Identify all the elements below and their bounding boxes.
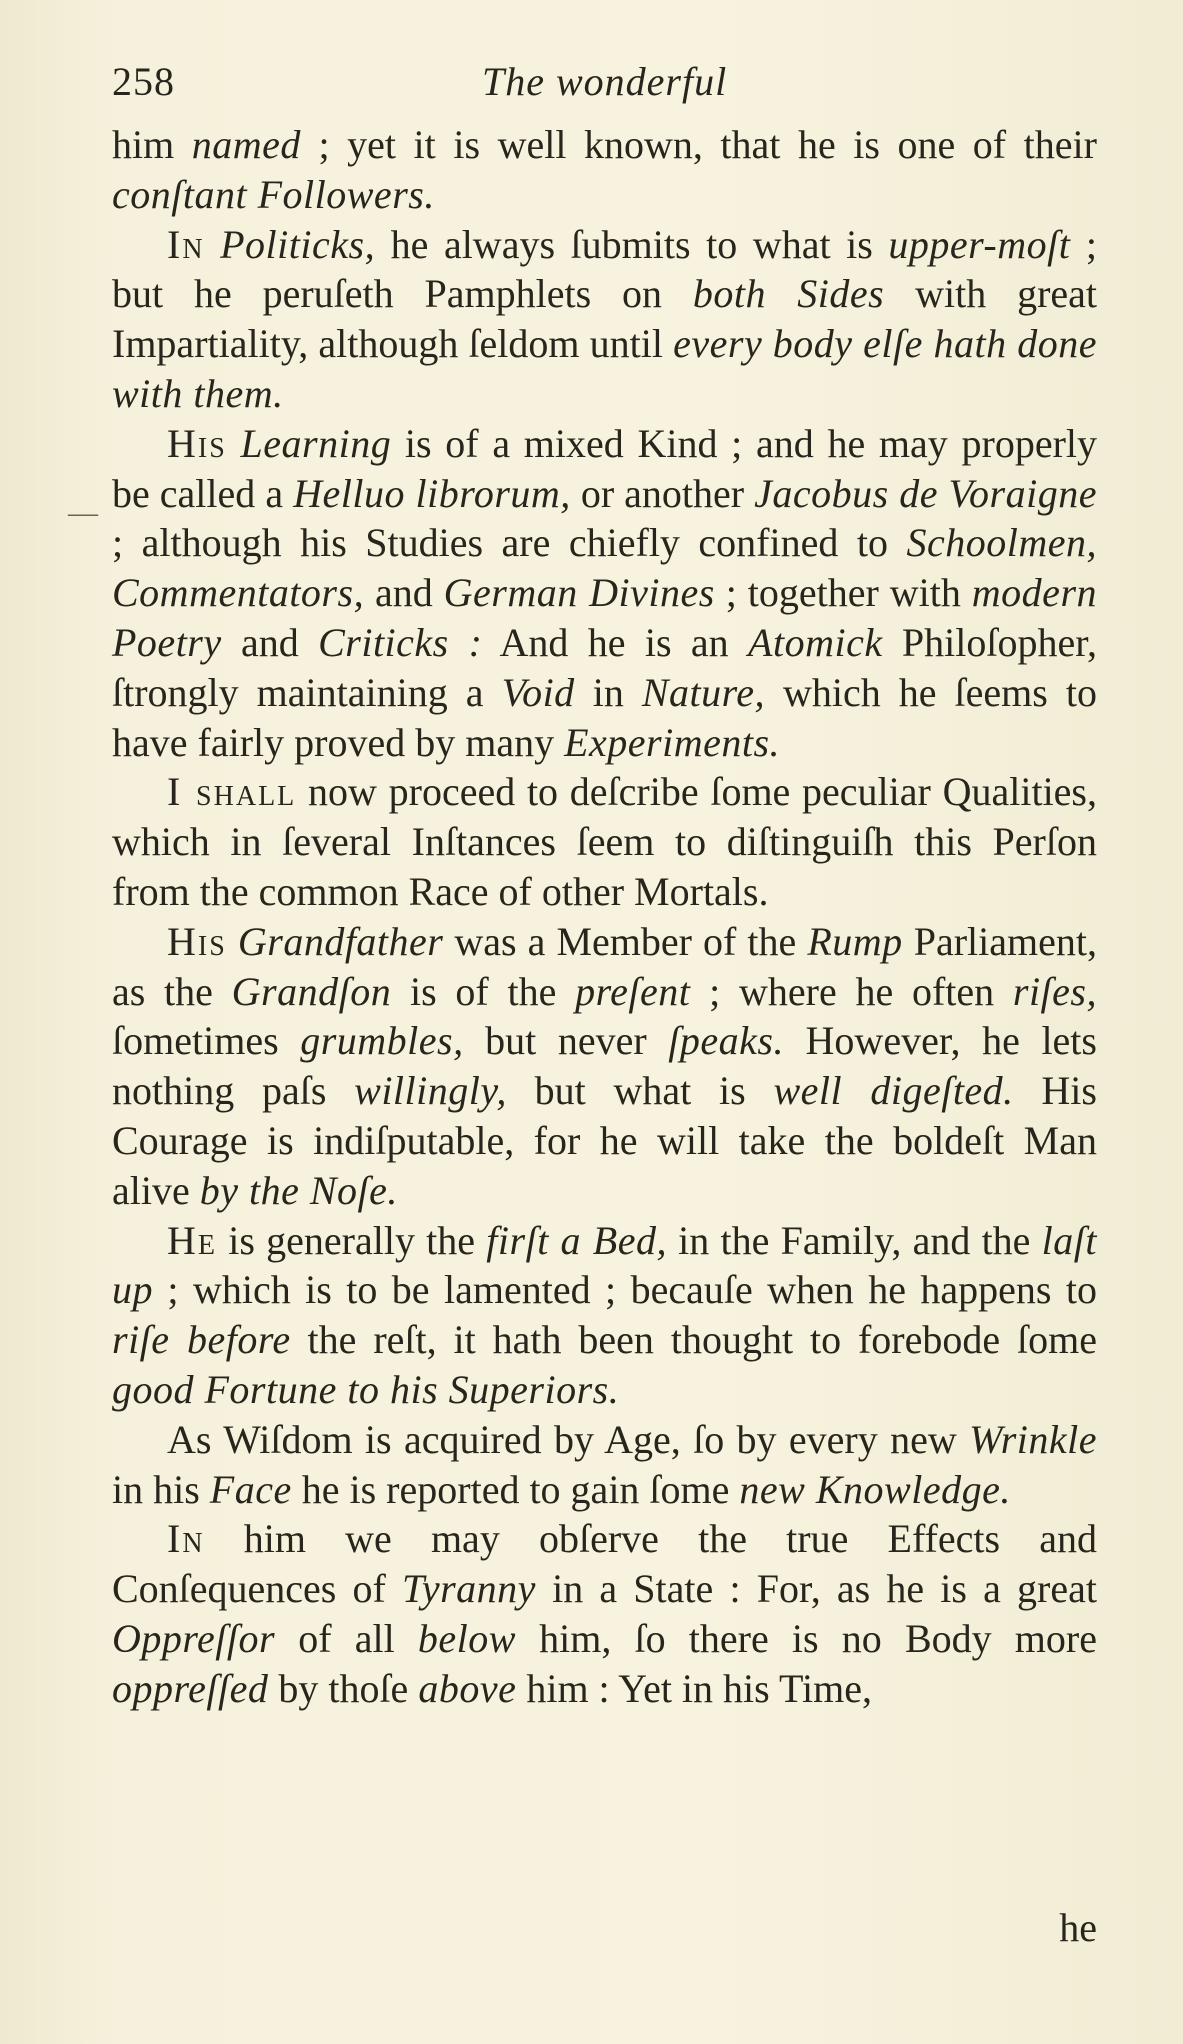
- italic-text: conſtant Followers.: [112, 171, 435, 217]
- paragraph: [112, 220, 1097, 419]
- running-title: The wonderful: [482, 59, 728, 104]
- text-run: [227, 421, 241, 466]
- italic-text: Atomick: [748, 619, 883, 665]
- small-caps-text: He: [167, 1217, 217, 1263]
- text-run: and: [364, 570, 444, 616]
- text-run: which he ſeems to have fairly proved by many: [112, 669, 1097, 765]
- italic-text: Criticks :: [318, 619, 483, 665]
- text-run: the reſt, it hath been thought to forebode ſome: [290, 1317, 1097, 1363]
- text-run: by thoſe: [268, 1665, 419, 1711]
- page-header: [112, 58, 1103, 118]
- text-run: However, he lets nothing paſs: [112, 1018, 1097, 1114]
- italic-text: firſt a Bed,: [486, 1217, 667, 1263]
- small-caps-text: I shall: [167, 769, 297, 815]
- text-run: he is reported to gain ſome: [291, 1466, 740, 1512]
- text-run: him we may obſerve the true Effects and Conſequences of: [112, 1516, 1097, 1612]
- text-run: ſometimes: [112, 1018, 301, 1064]
- italic-text: by the Noſe.: [199, 1167, 398, 1213]
- text-run: And he is an: [482, 619, 749, 665]
- text-run: and: [221, 619, 319, 665]
- text-run: His Courage is indiſputable, for he will take the boldeſt Man alive: [112, 1068, 1097, 1213]
- text-run: with great Impartiality, although ſeldom until: [112, 271, 1098, 367]
- italic-text: modern Poetry: [112, 570, 1098, 665]
- text-run: or another: [570, 470, 755, 516]
- italic-text: Void: [501, 669, 575, 715]
- text-run: Philoſopher, ſtrongly maintaining a: [112, 619, 1097, 715]
- italic-text: Schoolmen, Commentators,: [112, 520, 1097, 616]
- catchword: he: [1059, 1905, 1097, 1950]
- paragraph: [112, 1514, 1097, 1713]
- italic-text: Jacobus de Voraigne: [754, 470, 1097, 516]
- italic-text: grumbles,: [300, 1018, 464, 1064]
- italic-text: riſe before: [112, 1317, 291, 1363]
- text-run: in a State : For, as he is a great: [535, 1566, 1097, 1612]
- text-run: is generally the: [217, 1217, 487, 1263]
- italic-text: Tyranny: [402, 1566, 536, 1612]
- italic-text: Nature,: [641, 669, 765, 715]
- text-run: [227, 919, 238, 964]
- page-number: 258: [112, 59, 175, 104]
- text-run: Parliament, as the: [112, 918, 1098, 1014]
- text-run: him : Yet in his Time,: [516, 1665, 873, 1711]
- italic-text: every body elſe hath done with them.: [112, 321, 1097, 416]
- text-run: him: [112, 122, 192, 167]
- text-run: ; where he often: [690, 968, 1013, 1014]
- italic-text: Wrinkle: [969, 1416, 1097, 1462]
- text-run: in his: [112, 1466, 210, 1512]
- italic-text: German Divines: [443, 570, 715, 616]
- paragraph: [112, 1216, 1097, 1415]
- italic-text: ſpeaks.: [668, 1018, 784, 1064]
- italic-text: good Fortune to his Superiors.: [112, 1366, 620, 1412]
- paragraph: [112, 767, 1097, 916]
- italic-text: Grandfather: [237, 918, 444, 964]
- italic-text: Experiments.: [564, 719, 781, 765]
- text-run: ; but he peruſeth Pamphlets on: [112, 221, 1097, 317]
- text-run: in the Family, and the: [666, 1217, 1042, 1263]
- italic-text: Oppreſſor: [112, 1615, 276, 1661]
- italic-text: upper-moſt: [888, 221, 1071, 267]
- italic-text: well digeſted.: [773, 1068, 1014, 1114]
- italic-text: Politicks,: [220, 221, 376, 267]
- italic-text: Learning: [240, 420, 392, 466]
- italic-text: laſt up: [112, 1217, 1098, 1313]
- text-run: now proceed to deſcribe ſome peculiar Qualities, which in ſeveral Inſtances ſeem to diſtinguiſh this Perſon from the common Race of other Mortals.: [112, 769, 1098, 914]
- text-run: is of the: [391, 968, 576, 1014]
- text-run: he always ſubmits to what is: [375, 221, 889, 267]
- paragraph: [112, 917, 1097, 1216]
- text-run: ; together with: [714, 570, 972, 616]
- body-text: [112, 120, 1097, 1714]
- small-caps-text: In: [167, 221, 205, 267]
- paragraph: [112, 120, 1097, 220]
- italic-text: Face: [209, 1466, 292, 1512]
- text-run: but what is: [506, 1068, 774, 1114]
- small-caps-text: His: [167, 420, 227, 466]
- italic-text: preſent: [575, 968, 691, 1014]
- italic-text: below: [417, 1615, 516, 1661]
- text-run: As Wiſdom is acquired by Age, ſo by every new: [167, 1416, 970, 1462]
- text-run: him, ſo there is no Body more: [515, 1615, 1097, 1661]
- italic-text: named: [191, 122, 301, 167]
- italic-text: Grandſon: [231, 968, 392, 1014]
- text-run: is of a mixed Kind ; and he may properly be called a: [112, 420, 1098, 516]
- italic-text: riſes,: [1012, 968, 1097, 1014]
- italic-text: oppreſſed: [112, 1665, 269, 1711]
- paragraph: [112, 1415, 1097, 1515]
- text-run: ; which is to be lamented ; becauſe when he happens to: [153, 1267, 1097, 1313]
- margin-mark: —: [68, 496, 98, 529]
- italic-text: above: [418, 1665, 517, 1711]
- italic-text: Helluo librorum,: [293, 470, 571, 516]
- text-run: ; although his Studies are chiefly confined to: [112, 520, 907, 566]
- text-run: in: [574, 669, 642, 715]
- paragraph: [112, 419, 1097, 768]
- text-run: [205, 222, 221, 267]
- italic-text: new Knowledge.: [739, 1466, 1011, 1512]
- text-run: of all: [275, 1615, 418, 1661]
- small-caps-text: His: [167, 918, 227, 964]
- text-run: ; yet it is well known, that he is one of their: [300, 122, 1097, 167]
- text-run: but never: [463, 1018, 669, 1064]
- small-caps-text: In: [167, 1516, 205, 1562]
- italic-text: Rump: [807, 918, 903, 964]
- italic-text: willingly,: [354, 1068, 507, 1114]
- italic-text: both Sides: [692, 271, 885, 317]
- text-run: was a Member of the: [443, 918, 808, 964]
